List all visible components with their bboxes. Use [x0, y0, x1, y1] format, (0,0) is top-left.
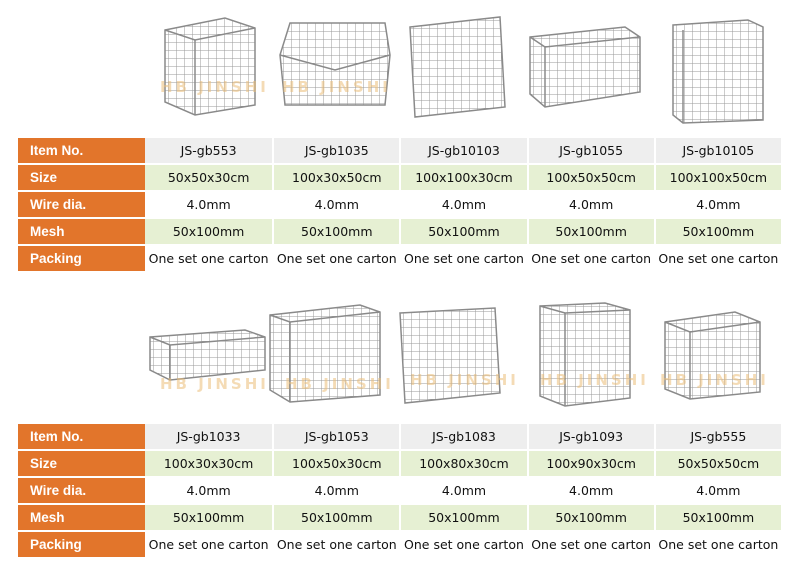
table-cell: 100x100x50cm [654, 165, 781, 190]
table-row-size [18, 451, 781, 476]
gabion-box-image-gb10105 [668, 15, 768, 125]
table-cell: 50x100mm [145, 505, 272, 530]
watermark-text: HB JINSHI [660, 371, 769, 389]
table-cell: JS-gb10105 [654, 138, 781, 163]
table-cell: 50x100mm [272, 219, 399, 244]
table-cell: 50x100mm [272, 505, 399, 530]
product-images-row-1 [0, 0, 800, 130]
table-row-mesh [18, 219, 781, 244]
gabion-box-image-gb1093 [535, 298, 635, 408]
table-cell: 4.0mm [527, 192, 654, 217]
gabion-box-image-gb553 [160, 10, 260, 120]
table-cell: JS-gb1035 [272, 138, 399, 163]
row-label: Wire dia. [18, 192, 145, 217]
table-cell: One set one carton [654, 246, 781, 271]
table-cell: 4.0mm [145, 478, 272, 503]
table-cell: 50x100mm [527, 219, 654, 244]
spec-table-1 [18, 136, 781, 273]
table-cell: 100x100x30cm [399, 165, 526, 190]
table-cell: JS-gb1053 [272, 424, 399, 449]
table-cell: JS-gb555 [654, 424, 781, 449]
table-row-size [18, 165, 781, 190]
table-cell: 4.0mm [272, 192, 399, 217]
table-cell: 50x50x50cm [654, 451, 781, 476]
table-cell: 100x90x30cm [527, 451, 654, 476]
watermark-text: HB JINSHI [540, 371, 649, 389]
table-cell: 100x80x30cm [399, 451, 526, 476]
table-row-packing [18, 532, 781, 557]
watermark-text: HB JINSHI [285, 375, 394, 393]
watermark-text: HB JINSHI [160, 78, 269, 96]
table-cell: JS-gb1093 [527, 424, 654, 449]
row-label: Mesh [18, 505, 145, 530]
table-cell: One set one carton [527, 246, 654, 271]
table-cell: 50x100mm [399, 505, 526, 530]
product-images-row-2 [0, 295, 800, 420]
spec-table-2 [18, 422, 781, 559]
table-cell: 50x100mm [527, 505, 654, 530]
row-label: Size [18, 451, 145, 476]
table-cell: 4.0mm [399, 192, 526, 217]
row-label: Item No. [18, 424, 145, 449]
gabion-box-image-gb1035 [275, 15, 395, 115]
table-cell: One set one carton [272, 246, 399, 271]
table-cell: JS-gb10103 [399, 138, 526, 163]
table-cell: JS-gb1055 [527, 138, 654, 163]
watermark-text: HB JINSHI [160, 375, 269, 393]
table-cell: One set one carton [145, 246, 272, 271]
table-cell: 4.0mm [654, 192, 781, 217]
table-cell: 100x50x50cm [527, 165, 654, 190]
table-cell: One set one carton [527, 532, 654, 557]
table-cell: 50x100mm [145, 219, 272, 244]
table-cell: 4.0mm [272, 478, 399, 503]
row-label: Item No. [18, 138, 145, 163]
table-row-packing [18, 246, 781, 271]
watermark-text: HB JINSHI [282, 78, 391, 96]
table-cell: One set one carton [399, 246, 526, 271]
table-cell: JS-gb1033 [145, 424, 272, 449]
table-cell: One set one carton [145, 532, 272, 557]
table-cell: 100x30x30cm [145, 451, 272, 476]
table-cell: 4.0mm [527, 478, 654, 503]
table-cell: 4.0mm [145, 192, 272, 217]
table-cell: 4.0mm [399, 478, 526, 503]
watermark-text: HB JINSHI [410, 371, 519, 389]
table-cell: One set one carton [654, 532, 781, 557]
table-cell: 50x100mm [654, 219, 781, 244]
table-cell: 100x50x30cm [272, 451, 399, 476]
table-cell: 50x50x30cm [145, 165, 272, 190]
table-cell: One set one carton [399, 532, 526, 557]
table-cell: JS-gb1083 [399, 424, 526, 449]
table-row-wire-dia [18, 192, 781, 217]
row-label: Packing [18, 532, 145, 557]
table-cell: 50x100mm [399, 219, 526, 244]
row-label: Wire dia. [18, 478, 145, 503]
table-cell: JS-gb553 [145, 138, 272, 163]
gabion-box-image-gb1055 [525, 22, 645, 112]
table-row-item-no [18, 424, 781, 449]
table-cell: 100x30x50cm [272, 165, 399, 190]
row-label: Mesh [18, 219, 145, 244]
row-label: Size [18, 165, 145, 190]
row-label: Packing [18, 246, 145, 271]
table-row-mesh [18, 505, 781, 530]
table-row-wire-dia [18, 478, 781, 503]
gabion-box-image-gb1083 [395, 303, 505, 408]
table-row-item-no [18, 138, 781, 163]
gabion-box-image-gb10103 [405, 12, 510, 122]
table-cell: 4.0mm [654, 478, 781, 503]
table-cell: One set one carton [272, 532, 399, 557]
table-cell: 50x100mm [654, 505, 781, 530]
